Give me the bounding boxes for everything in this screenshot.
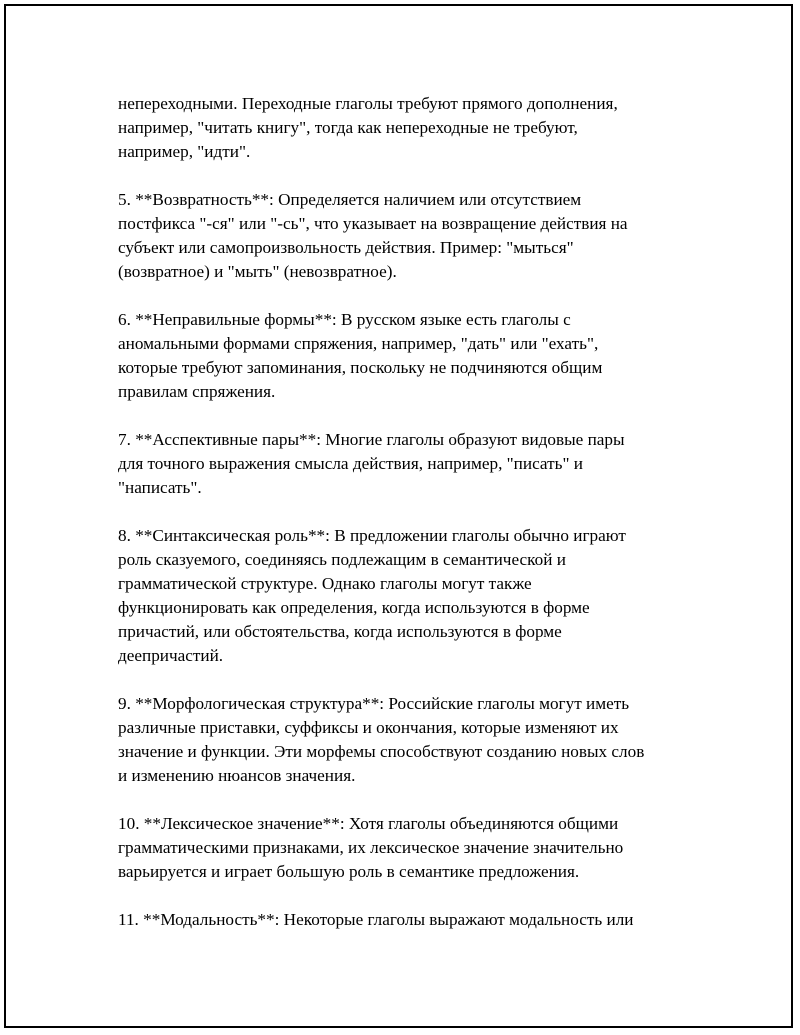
document-body bbox=[118, 92, 688, 956]
paragraph-lexical-meaning bbox=[118, 812, 688, 884]
paragraph-irregular-forms bbox=[118, 308, 688, 404]
text-line: постфикса "-ся" или "-сь", что указывает на возвращение действия на bbox=[118, 214, 628, 233]
paragraph-morphological-structure bbox=[118, 692, 688, 788]
text-line: 6. **Неправильные формы**: В русском языке есть глаголы с bbox=[118, 310, 571, 329]
text-line: роль сказуемого, соединяясь подлежащим в семантической и bbox=[118, 550, 566, 569]
text-line: 11. **Модальность**: Некоторые глаголы выражают модальность или bbox=[118, 910, 634, 929]
text-line: 7. **Асспективные пары**: Многие глаголы образуют видовые пары bbox=[118, 430, 625, 449]
text-line: субъект или самопроизвольность действия. Пример: "мыться" bbox=[118, 238, 574, 257]
text-line: 5. **Возвратность**: Определяется наличием или отсутствием bbox=[118, 190, 582, 209]
paragraph-syntactic-role bbox=[118, 524, 688, 668]
text-line: 8. **Синтаксическая роль**: В предложении глаголы обычно играют bbox=[118, 526, 626, 545]
text-line: причастий, или обстоятельства, когда используются в форме bbox=[118, 622, 562, 641]
text-line: правилам спряжения. bbox=[118, 382, 276, 401]
text-line: деепричастий. bbox=[118, 646, 224, 665]
text-line: различные приставки, суффиксы и окончания, которые изменяют их bbox=[118, 718, 619, 737]
paragraph-reflexivity bbox=[118, 188, 688, 284]
text-line: например, "читать книгу", тогда как непереходные не требуют, bbox=[118, 118, 578, 137]
text-line: для точного выражения смысла действия, например, "писать" и bbox=[118, 454, 583, 473]
text-line: аномальными формами спряжения, например, "дать" или "ехать", bbox=[118, 334, 599, 353]
text-line: грамматическими признаками, их лексическое значение значительно bbox=[118, 838, 624, 857]
paragraph-aspect-pairs bbox=[118, 428, 688, 500]
text-line: "написать". bbox=[118, 478, 202, 497]
text-line: непереходными. Переходные глаголы требуют прямого дополнения, bbox=[118, 94, 618, 113]
text-line: которые требуют запоминания, поскольку не подчиняются общим bbox=[118, 358, 603, 377]
text-line: 10. **Лексическое значение**: Хотя глаголы объединяются общими bbox=[118, 814, 619, 833]
paragraph-modality bbox=[118, 908, 688, 932]
text-line: например, "идти". bbox=[118, 142, 251, 161]
text-line: функционировать как определения, когда используются в форме bbox=[118, 598, 590, 617]
text-line: 9. **Морфологическая структура**: Российские глаголы могут иметь bbox=[118, 694, 630, 713]
paragraph-transitivity-end bbox=[118, 92, 688, 164]
text-line: и изменению нюансов значения. bbox=[118, 766, 356, 785]
text-line: значение и функции. Эти морфемы способствуют созданию новых слов bbox=[118, 742, 645, 761]
text-line: варьируется и играет большую роль в семантике предложения. bbox=[118, 862, 580, 881]
text-line: (возвратное) и "мыть" (невозвратное). bbox=[118, 262, 397, 281]
text-line: грамматической структуре. Однако глаголы могут также bbox=[118, 574, 532, 593]
